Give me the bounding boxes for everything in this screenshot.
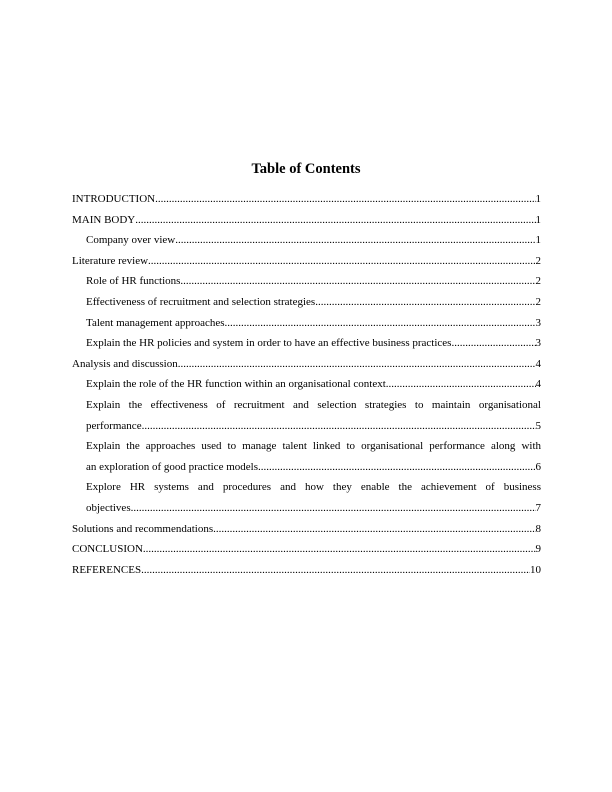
- dot-leader: [142, 416, 536, 437]
- toc-title: Table of Contents: [251, 161, 361, 177]
- toc-entry-label: Analysis and discussion: [72, 357, 178, 370]
- toc-entry-label-line1: Explain the approaches used to manage talent linked to organisational performance along with: [86, 440, 541, 453]
- toc-page-number: 4: [535, 378, 541, 391]
- toc-entry-introduction[interactable]: [72, 189, 541, 210]
- toc-entry-label-line2: an exploration of good practice models: [86, 460, 258, 473]
- toc-entry-label: Effectiveness of recruitment and selection strategies: [86, 295, 316, 308]
- dot-leader: [180, 271, 535, 292]
- toc-entry-main-body[interactable]: [72, 210, 541, 231]
- toc-entry-label-line1: Explore HR systems and procedures and how they enable the achievement of business: [86, 481, 541, 494]
- toc-entry-label: Explain the HR policies and system in order to have an effective business practices: [86, 337, 452, 350]
- toc-entry-label: Talent management approaches: [86, 316, 225, 329]
- toc-page-number: 7: [535, 501, 541, 514]
- toc-entry-literature-review[interactable]: [72, 251, 541, 272]
- toc-entry-role-hr-function[interactable]: [72, 374, 541, 395]
- toc-entry-conclusion[interactable]: [72, 539, 541, 560]
- toc-page-number: 3: [535, 337, 541, 350]
- table-of-contents: [72, 189, 541, 580]
- toc-page-number: 3: [535, 316, 541, 329]
- toc-entry-hr-systems[interactable]: [72, 477, 541, 518]
- dot-leader: [131, 498, 536, 519]
- dot-leader: [451, 333, 535, 354]
- dot-leader: [213, 519, 535, 540]
- toc-entry-label: MAIN BODY: [72, 213, 136, 226]
- toc-page-number: 5: [535, 419, 541, 432]
- toc-entry-label-line2: objectives: [86, 501, 131, 514]
- toc-page-number: 6: [535, 460, 541, 473]
- dot-leader: [258, 457, 536, 478]
- toc-page-number: 1: [535, 213, 541, 226]
- toc-entry-recruitment-strategies[interactable]: [72, 395, 541, 436]
- toc-page-number: 4: [535, 357, 541, 370]
- dot-leader: [175, 230, 535, 251]
- toc-entry-hr-policies[interactable]: [72, 333, 541, 354]
- toc-entry-company-overview[interactable]: [72, 230, 541, 251]
- toc-entry-solutions[interactable]: [72, 519, 541, 540]
- toc-entry-analysis-discussion[interactable]: [72, 354, 541, 375]
- toc-entry-references[interactable]: [72, 560, 541, 581]
- dot-leader: [389, 374, 536, 395]
- dot-leader: [178, 354, 536, 375]
- toc-entry-label: Solutions and recommendations: [72, 522, 214, 535]
- toc-entry-role-of-hr[interactable]: [72, 271, 541, 292]
- dot-leader: [155, 189, 535, 210]
- toc-entry-label: CONCLUSION: [72, 543, 143, 556]
- toc-page-number: 10: [530, 563, 541, 576]
- toc-page-number: 8: [535, 522, 541, 535]
- toc-entry-effectiveness-recruitment[interactable]: [72, 292, 541, 313]
- toc-entry-manage-talent[interactable]: [72, 436, 541, 477]
- dot-leader: [315, 292, 535, 313]
- toc-entry-label-line2: performance: [86, 419, 142, 432]
- toc-page-number: 2: [535, 254, 541, 267]
- toc-page-number: 9: [535, 543, 541, 556]
- toc-page-number: 1: [535, 234, 541, 247]
- dot-leader: [143, 539, 536, 560]
- toc-entry-label-line1: Explain the effectiveness of recruitment and selection strategies to maintain organisational: [86, 398, 541, 411]
- toc-entry-label: Company over view: [86, 234, 176, 247]
- dot-leader: [148, 251, 535, 272]
- toc-entry-label: Literature review: [72, 254, 149, 267]
- toc-page-number: 2: [535, 275, 541, 288]
- toc-entry-label: Explain the role of the HR function within an organisational context.: [86, 378, 389, 391]
- dot-leader: [225, 313, 536, 334]
- toc-page-number: 1: [535, 193, 541, 205]
- toc-entry-label: Role of HR functions: [86, 275, 181, 288]
- toc-entry-talent-management[interactable]: [72, 313, 541, 334]
- toc-entry-label: REFERENCES: [72, 563, 142, 576]
- toc-page-number: 2: [535, 295, 541, 308]
- toc-entry-label: INTRODUCTION: [72, 193, 156, 205]
- dot-leader: [135, 210, 535, 231]
- dot-leader: [141, 560, 530, 581]
